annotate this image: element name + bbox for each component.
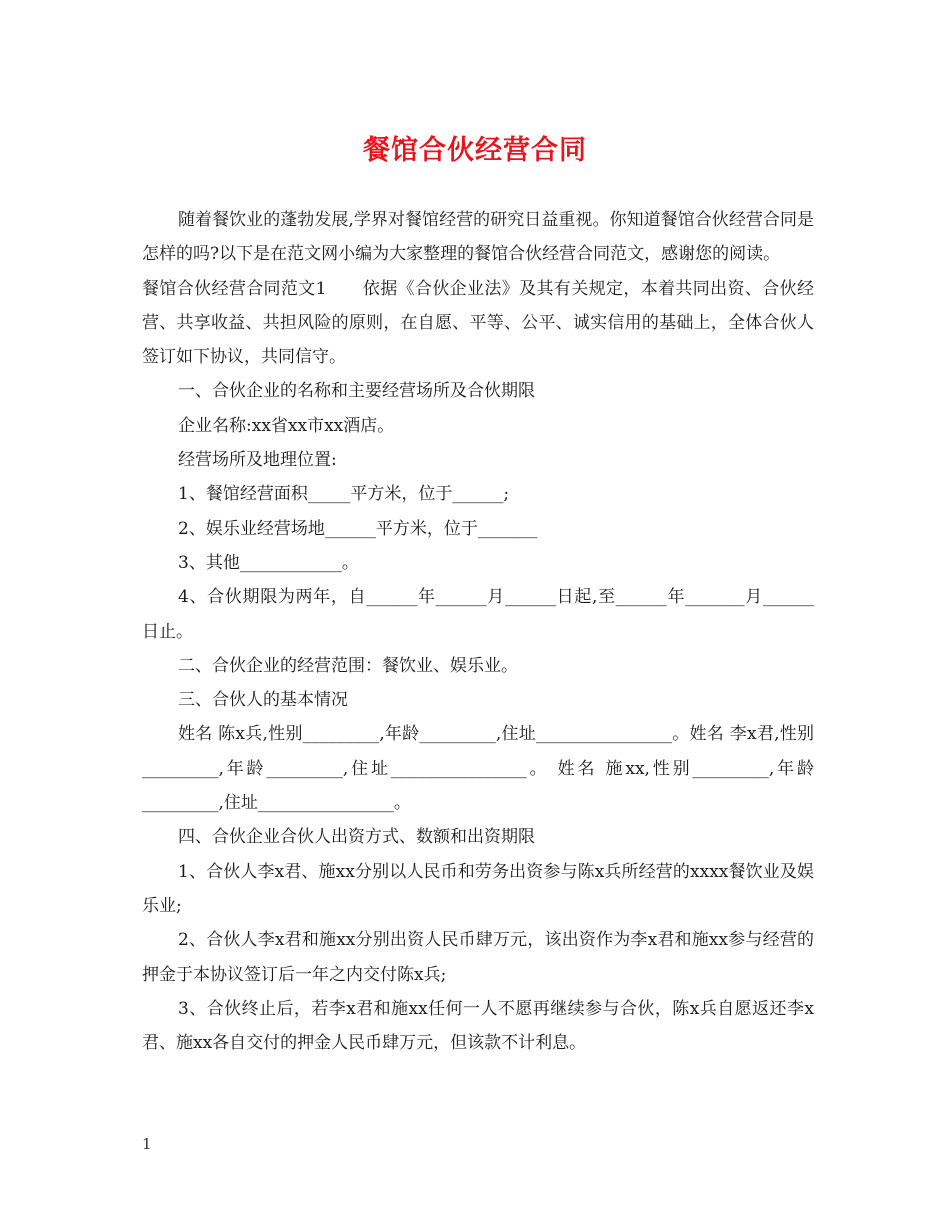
section-heading-3: 三、合伙人的基本情况 [178, 690, 348, 711]
section-heading-1: 一、合伙企业的名称和主要经营场所及合伙期限 [178, 381, 535, 402]
partners-info: 姓名 陈x兵,性别_________,年龄_________,住址________________。姓名 李x君,性别_________,年龄_________,住址________________。 姓名 施xx,性别_________,年龄_________,住址________________。 [142, 724, 814, 814]
section-heading-4: 四、合伙企业合伙人出资方式、数额和出资期限 [178, 827, 535, 848]
clause-restaurant-area: 1、餐馆经营面积_____平方米，位于______; [178, 484, 510, 505]
clause-entertainment-area: 2、娱乐业经营场地______平方米，位于_______ [178, 518, 538, 539]
intro-paragraph: 随着餐饮业的蓬勃发展,学界对餐馆经营的研究日益重视。你知道餐馆合伙经营合同是怎样的吗?以下是在范文网小编为大家整理的餐馆合伙经营合同范文，感谢您的阅读。 [142, 210, 814, 265]
clause-other: 3、其他____________。 [178, 552, 359, 573]
section-heading-2: 二、合伙企业的经营范围：餐饮业、娱乐业。 [178, 655, 518, 676]
clause-term: 4、合伙期限为两年，自______年______月______日起,至______年_______月______日止。 [142, 587, 814, 642]
document-body [142, 203, 814, 1060]
sample-paragraph [142, 272, 814, 375]
investment-clause-2: 2、合伙人李x君和施xx分别出资人民币肆万元，该出资作为李x君和施xx参与经营的押金于本协议签订后一年之内交付陈x兵; [142, 930, 814, 985]
sample-label: 餐馆合伙经营合同范文1 [142, 278, 327, 299]
preamble-text: 依据《合伙企业法》及其有关规定，本着共同出资、合伙经营、共享收益、共担风险的原则，在自愿、平等、公平、诚实信用的基础上，全体合伙人签订如下协议，共同信守。 [142, 278, 814, 368]
investment-clause-1: 1、合伙人李x君、施xx分别以人民币和劳务出资参与陈x兵所经营的xxxx餐饮业及娱乐业; [142, 861, 814, 916]
page-number: 1 [142, 1135, 152, 1153]
location-heading: 经营场所及地理位置: [178, 450, 337, 471]
company-name-line: 企业名称:xx省xx市xx酒店。 [178, 415, 395, 436]
document-title: 餐馆合伙经营合同 [363, 135, 587, 166]
investment-clause-3: 3、合伙终止后，若李x君和施xx任何一人不愿再继续参与合伙，陈x兵自愿返还李x君、施xx各自交付的押金人民币肆万元，但该款不计利息。 [142, 998, 814, 1054]
